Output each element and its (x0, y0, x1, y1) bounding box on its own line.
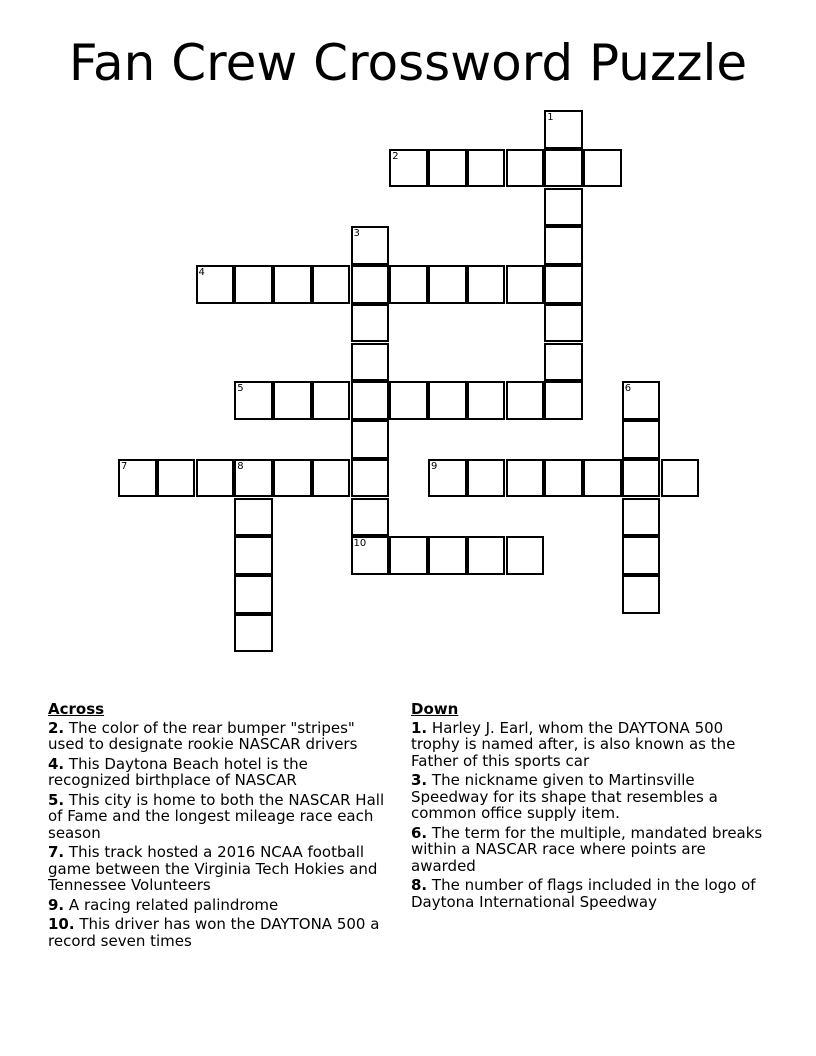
clue-number: 6. (411, 823, 428, 842)
grid-cell[interactable] (661, 459, 700, 498)
clue-number: 5. (48, 790, 65, 809)
grid-cell[interactable] (273, 459, 312, 498)
grid-cell[interactable] (544, 265, 583, 304)
clue-number: 7. (48, 843, 65, 861)
grid-cell[interactable] (428, 265, 467, 304)
cell-number: 9 (431, 460, 438, 472)
grid-cell[interactable] (583, 459, 622, 498)
grid-cell[interactable] (467, 536, 506, 575)
grid-cell[interactable] (622, 536, 661, 575)
grid-cell[interactable] (544, 110, 583, 149)
clue-text: This track hosted a 2016 NCAA football game between the Virginia Tech Hokies and Tennessee Volunteers (48, 843, 378, 894)
grid-cell[interactable] (389, 149, 428, 188)
grid-cell[interactable] (234, 381, 273, 420)
grid-cell[interactable] (389, 381, 428, 420)
grid-cell[interactable] (467, 459, 506, 498)
cell-number: 4 (198, 267, 205, 278)
down-heading: Down (411, 700, 459, 718)
grid-cell[interactable] (428, 459, 467, 498)
grid-cell[interactable] (234, 614, 273, 653)
grid-cell[interactable] (622, 459, 661, 498)
clue-number: 4. (48, 754, 65, 773)
grid-cell[interactable] (234, 536, 273, 575)
clue-item (411, 825, 771, 875)
grid-cell[interactable] (351, 265, 390, 304)
grid-cell[interactable] (428, 381, 467, 420)
grid-cell[interactable] (622, 381, 661, 420)
down-clue-list (411, 720, 771, 911)
grid-cell[interactable] (234, 265, 273, 304)
grid-cell[interactable] (544, 381, 583, 420)
grid-cell[interactable] (389, 536, 428, 575)
clue-text: The nickname given to Martinsville Speedway for its shape that resembles a common office supply item. (411, 771, 718, 822)
clue-number: 2. (48, 718, 65, 737)
clue-item (411, 772, 771, 822)
grid-cell[interactable] (234, 575, 273, 614)
clue-text: This driver has won the DAYTONA 500 a record seven times (48, 915, 380, 950)
clue-number: 10. (48, 915, 75, 933)
clue-number: 9. (48, 895, 65, 914)
grid-cell[interactable] (118, 459, 157, 498)
grid-cell[interactable] (506, 265, 545, 304)
cell-number: 7 (121, 460, 128, 472)
clue-text: The number of flags included in the logo of Daytona International Speedway (411, 876, 756, 911)
cell-number: 10 (353, 538, 367, 550)
cell-number: 5 (237, 383, 244, 395)
clue-text: The color of the rear bumper "stripes" used to designate rookie NASCAR drivers (48, 718, 358, 753)
page-title: Fan Crew Crossword Puzzle (68, 34, 748, 92)
grid-cell[interactable] (389, 265, 428, 304)
across-heading: Across (48, 700, 105, 718)
grid-cell[interactable] (351, 343, 390, 382)
grid-cell[interactable] (506, 459, 545, 498)
clue-item (411, 720, 771, 770)
grid-cell[interactable] (622, 498, 661, 537)
grid-cell[interactable] (351, 536, 390, 575)
grid-cell[interactable] (622, 575, 661, 614)
cell-number: 8 (237, 460, 244, 472)
cell-number: 1 (547, 112, 554, 123)
clues-across-section (48, 701, 393, 952)
grid-cell[interactable] (506, 381, 545, 420)
grid-cell[interactable] (273, 265, 312, 304)
grid-cell[interactable] (196, 265, 235, 304)
grid-cell[interactable] (351, 381, 390, 420)
grid-cell[interactable] (544, 149, 583, 188)
clue-text: A racing related palindrome (64, 895, 279, 914)
clue-item (411, 877, 771, 910)
clue-text: This city is home to both the NASCAR Hall of Fame and the longest mileage race each season (48, 790, 385, 842)
clue-number: 3. (411, 771, 428, 789)
grid-cell[interactable] (583, 149, 622, 188)
clue-text: The term for the multiple, mandated breaks within a NASCAR race where points are awarded (411, 823, 763, 875)
clue-item (48, 844, 393, 894)
clue-number: 8. (411, 876, 428, 894)
clue-text: Harley J. Earl, whom the DAYTONA 500 trophy is named after, is also known as the Father of this sports car (411, 718, 736, 770)
grid-cell[interactable] (351, 304, 390, 343)
grid-cell[interactable] (157, 459, 196, 498)
grid-cell[interactable] (312, 459, 351, 498)
clue-item (48, 916, 393, 949)
grid-cell[interactable] (428, 149, 467, 188)
grid-cell[interactable] (351, 459, 390, 498)
grid-cell[interactable] (196, 459, 235, 498)
grid-cell[interactable] (312, 265, 351, 304)
clues-down-section (411, 701, 771, 913)
grid-cell[interactable] (234, 459, 273, 498)
grid-cell[interactable] (544, 226, 583, 265)
grid-cell[interactable] (544, 304, 583, 343)
clue-text: This Daytona Beach hotel is the recognized birthplace of NASCAR (48, 754, 308, 789)
grid-cell[interactable] (544, 343, 583, 382)
clue-item (48, 756, 393, 789)
grid-cell[interactable] (428, 536, 467, 575)
grid-cell[interactable] (544, 188, 583, 227)
grid-cell[interactable] (351, 498, 390, 537)
grid-cell[interactable] (506, 149, 545, 188)
clue-item (48, 792, 393, 842)
cell-number: 2 (392, 150, 399, 162)
grid-cell[interactable] (544, 459, 583, 498)
grid-cell[interactable] (312, 381, 351, 420)
grid-cell[interactable] (351, 420, 390, 459)
grid-cell[interactable] (467, 149, 506, 188)
grid-cell[interactable] (351, 226, 390, 265)
cell-number: 6 (624, 383, 632, 395)
cell-number: 3 (353, 228, 360, 240)
across-clue-list (48, 720, 393, 950)
grid-cell[interactable] (467, 265, 506, 304)
grid-cell[interactable] (273, 381, 312, 420)
clue-item (48, 897, 393, 914)
grid-cell[interactable] (506, 536, 545, 575)
grid-cell[interactable] (467, 381, 506, 420)
clue-item (48, 720, 393, 753)
grid-cell[interactable] (622, 420, 661, 459)
grid-cell[interactable] (234, 498, 273, 537)
clue-number: 1. (411, 718, 428, 737)
